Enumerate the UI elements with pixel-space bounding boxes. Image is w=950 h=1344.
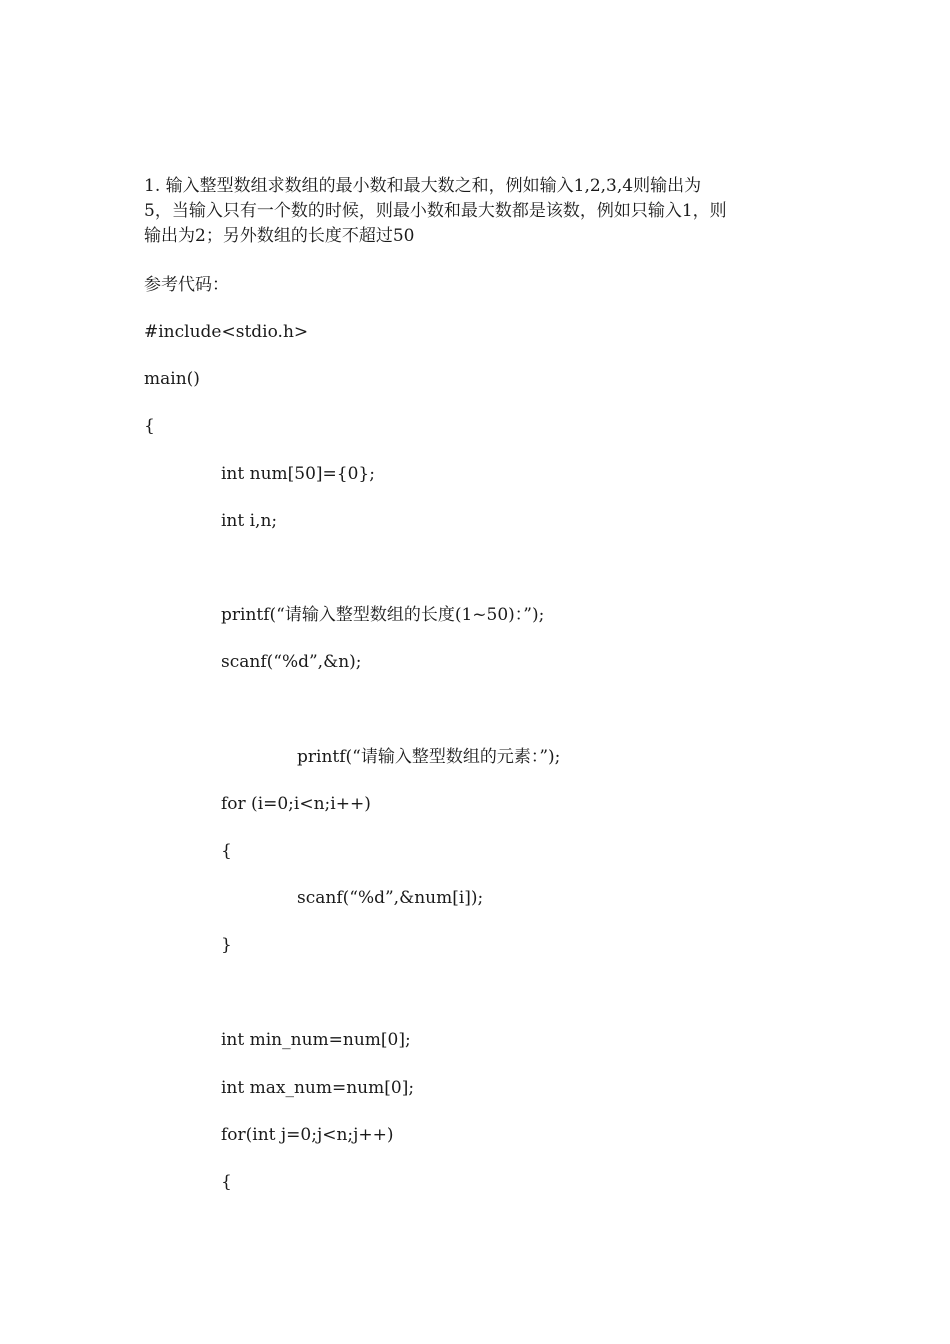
problem-line-1: 1. 输入整型数组求数组的最小数和最大数之和，例如输入1,2,3,4则输出为 [144,176,702,196]
problem-line-3: 输出为2；另外数组的长度不超过50 [144,226,415,246]
code-line-scanf-element: scanf(“%d”,&num[i]); [297,888,484,908]
problem-statement [144,174,814,249]
code-line-scanf-n: scanf(“%d”,&n); [221,652,362,672]
code-line-open-brace: { [144,416,155,436]
code-line-decl-i-n: int i,n; [221,511,278,531]
code-line-max-num: int max_num=num[0]; [221,1078,415,1098]
code-line-for-j-open: { [221,1172,232,1192]
reference-code-label: 参考代码： [144,275,229,295]
code-line-for-i-open: { [221,841,232,861]
code-line-decl-num: int num[50]={0}; [221,464,375,484]
code-line-printf-elements: printf(“请输入整型数组的元素：”); [297,747,561,767]
code-line-for-i: for (i=0;i<n;i++) [221,794,371,814]
code-line-for-i-close: } [221,935,232,955]
problem-line-2: 5，当输入只有一个数的时候，则最小数和最大数都是该数，例如只输入1，则 [144,201,727,221]
code-line-min-num: int min_num=num[0]; [221,1030,411,1050]
code-line-printf-length: printf(“请输入整型数组的长度(1~50)：”); [221,605,545,625]
code-line-for-j: for(int j=0;j<n;j++) [221,1125,394,1145]
code-line-main: main() [144,369,200,389]
code-line-include: #include<stdio.h> [144,322,309,342]
